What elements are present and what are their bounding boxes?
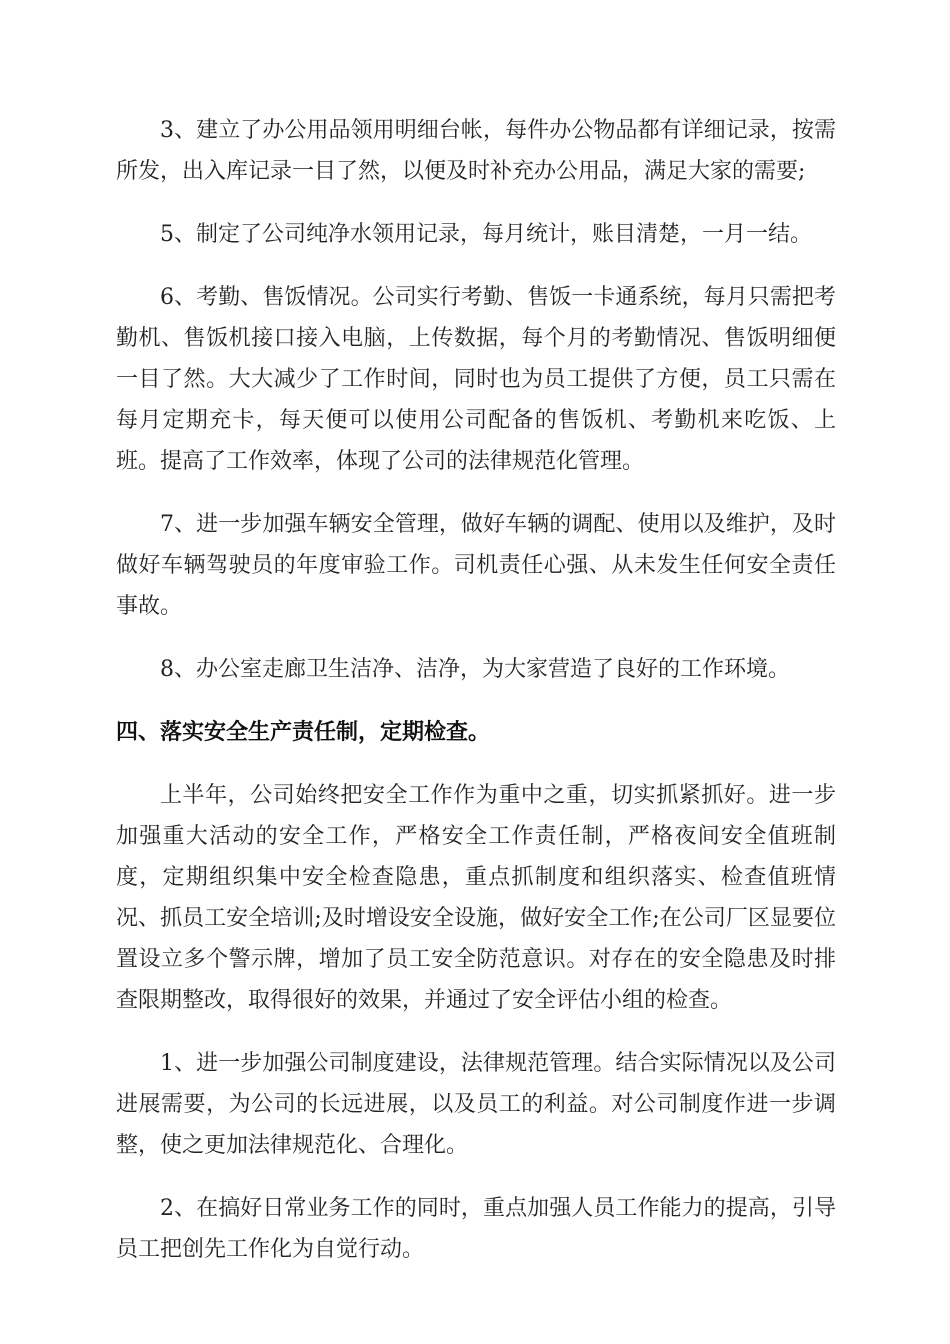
document-body — [116, 110, 836, 1292]
paragraph-item-8: 8、办公室走廊卫生洁净、洁净，为大家营造了良好的工作环境。 — [160, 657, 790, 682]
section-intro-paragraph: 上半年，公司始终把安全工作作为重中之重，切实抓紧抓好。进一步加强重大活动的安全工作，严格安全工作责任制，严格夜间安全值班制度，定期组织集中安全检查隐患，重点抓制度和组织落实、检查值班情况、抓员工安全培训;及时增设安全设施，做好安全工作;在公司厂区显要位置设立多个警示牌，增加了员工安全防范意识。对存在的安全隐患及时排查限期整改，取得很好的效果，并通过了安全评估小组的检查。 — [116, 783, 836, 1013]
section-item-2: 2、在搞好日常业务工作的同时，重点加强人员工作能力的提高，引导员工把创先工作化为自觉行动。 — [116, 1196, 836, 1262]
paragraph-item-6: 6、考勤、售饭情况。公司实行考勤、售饭一卡通系统，每月只需把考勤机、售饭机接口接入电脑，上传数据，每个月的考勤情况、售饭明细便一目了然。大大减少了工作时间，同时也为员工提供了方便，员工只需在每月定期充卡，每天便可以使用公司配备的售饭机、考勤机来吃饭、上班。提高了工作效率，体现了公司的法律规范化管理。 — [116, 285, 836, 474]
section-item-1: 1、进一步加强公司制度建设，法律规范管理。结合实际情况以及公司进展需要，为公司的长远进展，以及员工的利益。对公司制度作进一步调整，使之更加法律规范化、合理化。 — [116, 1051, 836, 1158]
paragraph-item-3: 3、建立了办公用品领用明细台帐，每件办公物品都有详细记录，按需所发，出入库记录一目了然，以便及时补充办公用品，满足大家的需要; — [116, 118, 836, 184]
section-heading: 四、落实安全生产责任制，定期检查。 — [116, 720, 491, 745]
paragraph-item-5: 5、制定了公司纯净水领用记录，每月统计，账目清楚，一月一结。 — [160, 222, 812, 247]
paragraph-item-7: 7、进一步加强车辆安全管理，做好车辆的调配、使用以及维护，及时做好车辆驾驶员的年度审验工作。司机责任心强、从未发生任何安全责任事故。 — [116, 512, 836, 619]
